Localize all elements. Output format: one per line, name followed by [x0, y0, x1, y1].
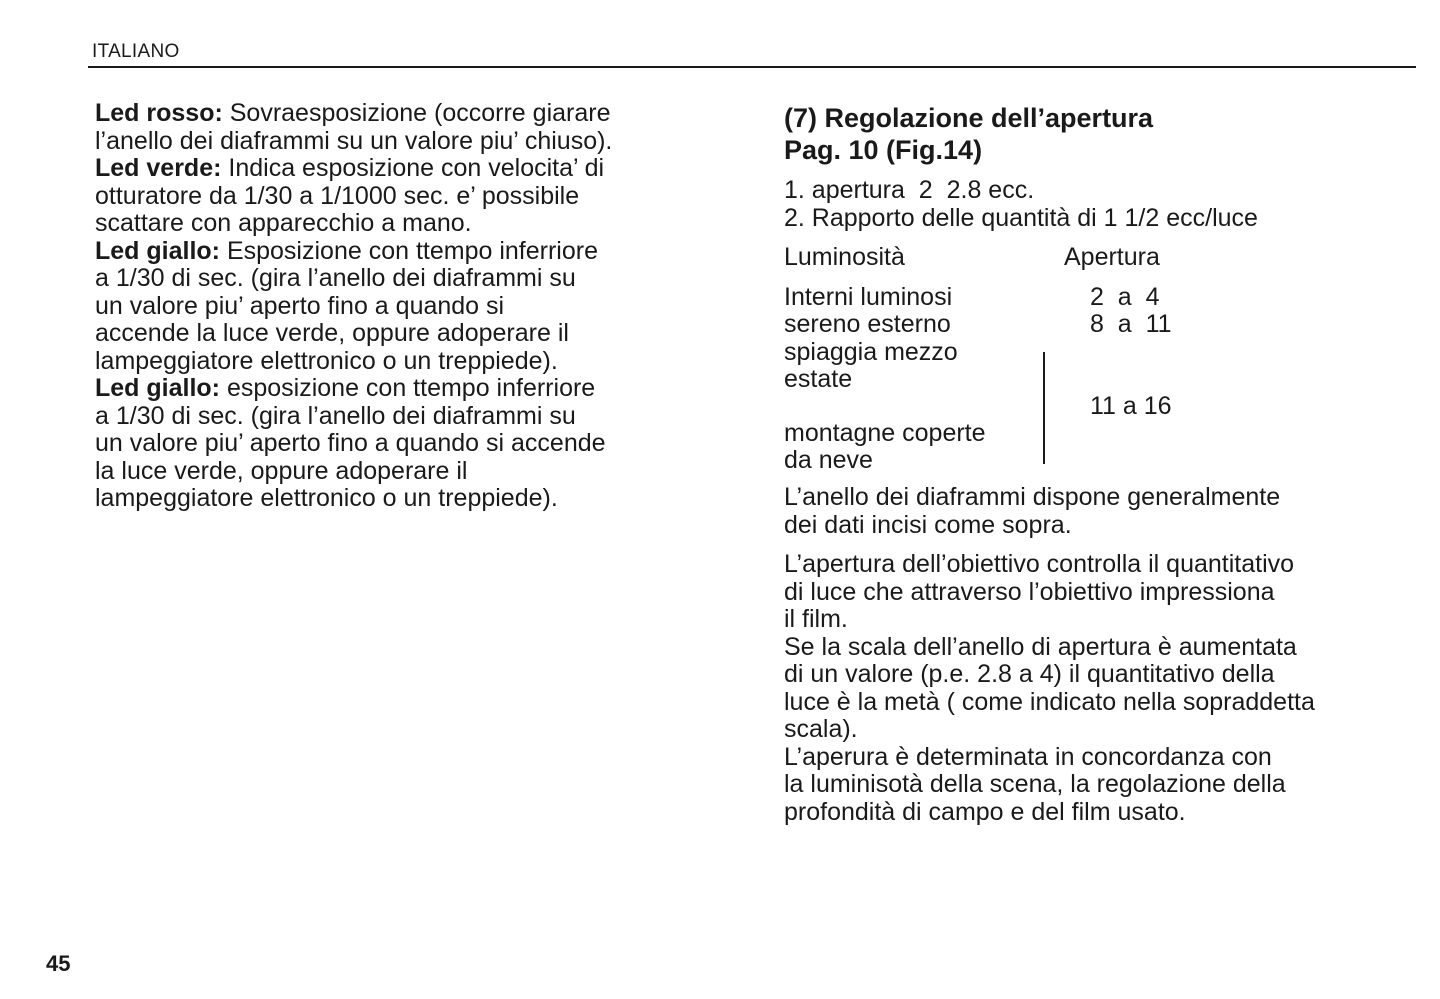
right-column [784, 102, 1424, 826]
table-cell-right: 2 a 4 [1090, 283, 1160, 311]
table-header-luminosita: Luminosità [784, 243, 905, 271]
table-cell-left: estate [784, 365, 853, 393]
led-giallo-label-2: Led giallo: [95, 374, 220, 402]
table-cell-left: sereno esterno [784, 310, 951, 338]
aperture-list [784, 177, 1424, 232]
led-giallo-paragraph-2: Led giallo: esposizione con ttempo inferriore a 1/30 di sec. (gira l’anello dei diaframmi su un valore piu’ aperto fino a quando si accende la luce verde, oppure adoperare il lampeggiatore elettronico o un treppiede). [95, 374, 606, 512]
led-rosso-paragraph: Led rosso: Sovraesposizione (occorre giarare l’anello dei diaframmi su un valore piu’ chiuso). [95, 99, 613, 155]
grouping-bracket [1043, 352, 1045, 464]
led-rosso-label: Led rosso: [95, 99, 223, 127]
aperture-table [784, 244, 1424, 482]
paragraph: L’aperura è determinata in concordanza con la luminisotà della scena, la regolazione della profondità di campo e del film usato. [784, 742, 1286, 826]
table-header-apertura: Apertura [1064, 243, 1160, 271]
page-number: 45 [46, 951, 71, 976]
section-label: ITALIANO [92, 41, 180, 62]
header-rule [88, 66, 1416, 68]
table-cell-right: 11 a 16 [1090, 392, 1172, 420]
list-item: 1. apertura 2 2.8 ecc. [784, 176, 1035, 204]
table-cell-left: Interni luminosi [784, 283, 953, 311]
led-giallo-paragraph: Led giallo: Esposizione con ttempo inferriore a 1/30 di sec. (gira l’anello dei diaframmi su un valore piu’ aperto fino a quando si accende la luce verde, oppure adoperare il lampeggiatore elettronico o un treppiede). [95, 236, 598, 375]
paragraph: L’anello dei diaframmi dispone generalmente dei dati incisi come sopra. [784, 483, 1281, 539]
led-giallo-label: Led giallo: [95, 236, 220, 265]
led-verde-paragraph: Led verde: Indica esposizione con velocita’ di otturatore da 1/30 a 1/1000 sec. e’ possibile scattare con apparecchio a mano. [95, 154, 605, 237]
table-cell-left: montagne coperte [784, 419, 986, 447]
paragraph: Se la scala dell’anello di apertura è aumentata di un valore (p.e. 2.8 a 4) il quantitativo della luce è la metà ( come indicato nella sopraddetta scala). [784, 632, 1315, 743]
explanation-paragraphs [784, 484, 1424, 826]
paragraph: L’apertura dell’obiettivo controlla il quantitativo di luce che attraverso l’obiettivo impressiona il film. [784, 550, 1295, 633]
list-item: 2. Rapporto delle quantità di 1 1/2 ecc/luce [784, 203, 1258, 232]
table-cell-left: spiaggia mezzo [784, 338, 958, 366]
led-verde-label: Led verde: [95, 154, 222, 182]
table-cell-left: da neve [784, 446, 873, 474]
table-cell-right: 8 a 11 [1090, 310, 1172, 338]
section-title: (7) Regolazione dell’apertura Pag. 10 (Fig.14) [784, 103, 1154, 165]
left-column [95, 100, 735, 513]
